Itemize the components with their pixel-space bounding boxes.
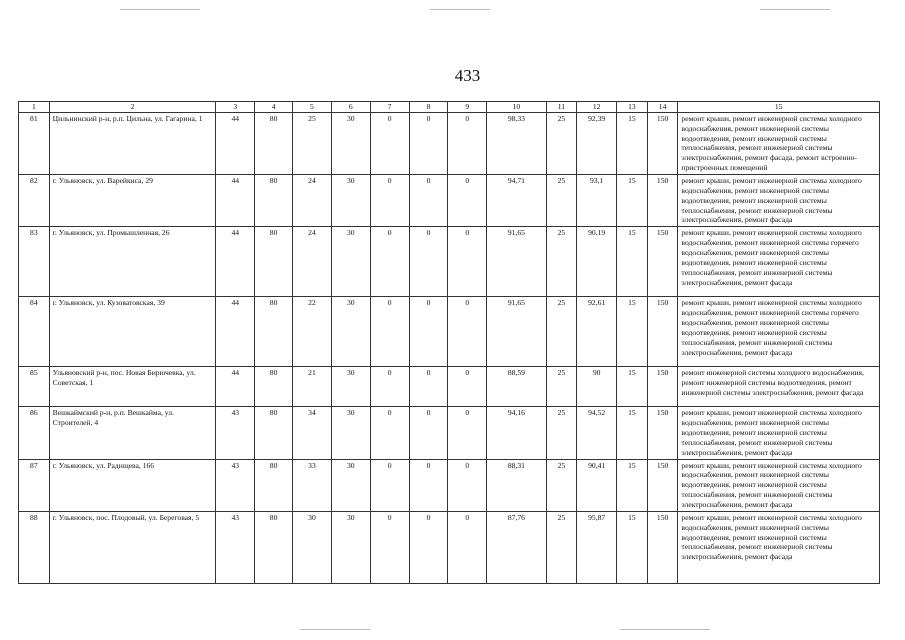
value-cell: 88,59: [487, 367, 546, 407]
value-cell: 92,61: [577, 297, 617, 367]
column-header: 11: [546, 102, 577, 113]
work-types-cell: ремонт инженерной системы холодного водоснабжения, ремонт инженерной системы водоотведения, ремонт инженерной системы электроснабжения, ремонт фасада: [678, 367, 880, 407]
value-cell: 30: [331, 112, 370, 174]
value-cell: 88,31: [487, 459, 546, 511]
page-number: 433: [454, 66, 481, 85]
row-number-cell: 86: [19, 407, 50, 459]
value-cell: 0: [370, 175, 409, 227]
column-header: 15: [678, 102, 880, 113]
value-cell: 0: [409, 227, 448, 297]
value-cell: 0: [370, 297, 409, 367]
table-row: [19, 407, 880, 459]
value-cell: 0: [409, 175, 448, 227]
column-header: 3: [216, 102, 255, 113]
column-header: 5: [293, 102, 332, 113]
value-cell: 80: [255, 367, 293, 407]
address-cell: Цильнинский р-н, р.п. Цильна, ул. Гагарина, 1: [49, 112, 216, 174]
value-cell: 33: [293, 459, 332, 511]
value-cell: 44: [216, 112, 255, 174]
value-cell: 90,19: [577, 227, 617, 297]
value-cell: 30: [331, 175, 370, 227]
value-cell: 30: [331, 367, 370, 407]
column-header: 8: [409, 102, 448, 113]
column-header: 12: [577, 102, 617, 113]
value-cell: 25: [546, 367, 577, 407]
row-number-cell: 84: [19, 297, 50, 367]
address-cell: г. Ульяновск, ул. Варейкиса, 29: [49, 175, 216, 227]
value-cell: 0: [409, 511, 448, 583]
value-cell: 43: [216, 511, 255, 583]
value-cell: 150: [647, 112, 678, 174]
address-cell: Вешкаймский р-н, р.п. Вешкайма, ул. Строителей, 4: [49, 407, 216, 459]
column-header: 10: [487, 102, 546, 113]
table-row: [19, 112, 880, 174]
value-cell: 30: [331, 459, 370, 511]
value-cell: 80: [255, 459, 293, 511]
scan-artifact: [300, 629, 370, 630]
address-cell: г. Ульяновск, ул. Кузоватовская, 39: [49, 297, 216, 367]
value-cell: 94,52: [577, 407, 617, 459]
value-cell: 93,1: [577, 175, 617, 227]
value-cell: 95,87: [577, 511, 617, 583]
value-cell: 150: [647, 175, 678, 227]
column-header: 4: [255, 102, 293, 113]
header-row: [19, 102, 880, 113]
value-cell: 34: [293, 407, 332, 459]
value-cell: 25: [293, 112, 332, 174]
value-cell: 0: [370, 227, 409, 297]
address-cell: г. Ульяновск, пос. Плодовый, ул. Береговая, 5: [49, 511, 216, 583]
work-types-cell: ремонт крыши, ремонт инженерной системы холодного водоснабжения, ремонт инженерной системы водоотведения, ремонт инженерной системы теплоснабжения, ремонт инженерной системы электроснабжения, ремонт фасада: [678, 407, 880, 459]
work-types-cell: ремонт крыши, ремонт инженерной системы холодного водоснабжения, ремонт инженерной системы водоотведения, ремонт инженерной системы теплоснабжения, ремонт инженерной системы электроснабжения, ремонт фасада: [678, 459, 880, 511]
value-cell: 44: [216, 175, 255, 227]
value-cell: 43: [216, 407, 255, 459]
value-cell: 80: [255, 227, 293, 297]
table-row: [19, 511, 880, 583]
value-cell: 24: [293, 175, 332, 227]
column-header: 2: [49, 102, 216, 113]
value-cell: 21: [293, 367, 332, 407]
value-cell: 91,65: [487, 297, 546, 367]
value-cell: 150: [647, 511, 678, 583]
row-number-cell: 85: [19, 367, 50, 407]
scan-artifact: [760, 9, 830, 10]
table-body: [19, 112, 880, 583]
value-cell: 0: [448, 367, 487, 407]
value-cell: 44: [216, 367, 255, 407]
value-cell: 80: [255, 407, 293, 459]
value-cell: 25: [546, 175, 577, 227]
table-row: [19, 175, 880, 227]
row-number-cell: 87: [19, 459, 50, 511]
value-cell: 0: [448, 407, 487, 459]
value-cell: 150: [647, 227, 678, 297]
value-cell: 150: [647, 297, 678, 367]
value-cell: 80: [255, 297, 293, 367]
column-header: 14: [647, 102, 678, 113]
work-types-cell: ремонт крыши, ремонт инженерной системы холодного водоснабжения, ремонт инженерной системы водоотведения, ремонт инженерной системы теплоснабжения, ремонт инженерной системы электроснабжения, ремонт фасада: [678, 175, 880, 227]
value-cell: 15: [617, 407, 648, 459]
value-cell: 15: [617, 175, 648, 227]
value-cell: 80: [255, 511, 293, 583]
work-types-cell: ремонт крыши, ремонт инженерной системы холодного водоснабжения, ремонт инженерной системы водоотведения, ремонт инженерной системы теплоснабжения, ремонт инженерной системы электроснабжения, ремонт фасада, ремонт встроенно-пристроенных помещений: [678, 112, 880, 174]
table-row: [19, 367, 880, 407]
value-cell: 80: [255, 112, 293, 174]
scan-artifact: [620, 629, 710, 630]
column-header: 7: [370, 102, 409, 113]
value-cell: 80: [255, 175, 293, 227]
value-cell: 0: [448, 112, 487, 174]
value-cell: 15: [617, 112, 648, 174]
value-cell: 150: [647, 367, 678, 407]
value-cell: 15: [617, 227, 648, 297]
value-cell: 90,41: [577, 459, 617, 511]
table-row: [19, 297, 880, 367]
value-cell: 0: [370, 112, 409, 174]
value-cell: 44: [216, 227, 255, 297]
value-cell: 0: [409, 297, 448, 367]
column-header: 1: [19, 102, 50, 113]
value-cell: 0: [448, 459, 487, 511]
table-row: [19, 459, 880, 511]
value-cell: 43: [216, 459, 255, 511]
value-cell: 44: [216, 297, 255, 367]
value-cell: 150: [647, 407, 678, 459]
value-cell: 91,65: [487, 227, 546, 297]
table-row: [19, 227, 880, 297]
value-cell: 0: [370, 511, 409, 583]
value-cell: 98,33: [487, 112, 546, 174]
address-cell: г. Ульяновск, ул. Промышленная, 26: [49, 227, 216, 297]
row-number-cell: 88: [19, 511, 50, 583]
value-cell: 25: [546, 407, 577, 459]
value-cell: 0: [370, 367, 409, 407]
value-cell: 87,76: [487, 511, 546, 583]
value-cell: 0: [409, 407, 448, 459]
value-cell: 15: [617, 367, 648, 407]
column-header: 6: [331, 102, 370, 113]
value-cell: 0: [409, 112, 448, 174]
value-cell: 25: [546, 297, 577, 367]
value-cell: 24: [293, 227, 332, 297]
value-cell: 92,39: [577, 112, 617, 174]
row-number-cell: 83: [19, 227, 50, 297]
scan-artifact: [430, 9, 490, 10]
value-cell: 94,71: [487, 175, 546, 227]
value-cell: 25: [546, 227, 577, 297]
value-cell: 150: [647, 459, 678, 511]
value-cell: 15: [617, 297, 648, 367]
row-number-cell: 81: [19, 112, 50, 174]
value-cell: 15: [617, 459, 648, 511]
value-cell: 30: [331, 511, 370, 583]
value-cell: 0: [448, 175, 487, 227]
value-cell: 25: [546, 459, 577, 511]
value-cell: 15: [617, 511, 648, 583]
value-cell: 0: [448, 227, 487, 297]
scan-artifact: [120, 9, 200, 10]
value-cell: 0: [370, 459, 409, 511]
value-cell: 30: [331, 227, 370, 297]
row-number-cell: 82: [19, 175, 50, 227]
value-cell: 0: [409, 367, 448, 407]
value-cell: 30: [331, 297, 370, 367]
work-types-cell: ремонт крыши, ремонт инженерной системы холодного водоснабжения, ремонт инженерной системы горячего водоснабжения, ремонт инженерной системы водоотведения, ремонт инженерной системы теплоснабжения, ремонт инженерной системы электроснабжения, ремонт фасада: [678, 297, 880, 367]
value-cell: 22: [293, 297, 332, 367]
value-cell: 0: [370, 407, 409, 459]
value-cell: 30: [331, 407, 370, 459]
column-header: 9: [448, 102, 487, 113]
work-types-cell: ремонт крыши, ремонт инженерной системы холодного водоснабжения, ремонт инженерной системы водоотведения, ремонт инженерной системы теплоснабжения, ремонт инженерной системы электроснабжения, ремонт фасада: [678, 511, 880, 583]
value-cell: 25: [546, 112, 577, 174]
value-cell: 0: [448, 297, 487, 367]
value-cell: 30: [293, 511, 332, 583]
repair-program-table: [18, 101, 880, 584]
column-header: 13: [617, 102, 648, 113]
value-cell: 0: [448, 511, 487, 583]
work-types-cell: ремонт крыши, ремонт инженерной системы холодного водоснабжения, ремонт инженерной системы горячего водоснабжения, ремонт инженерной системы водоотведения, ремонт инженерной системы теплоснабжения, ремонт инженерной системы электроснабжения, ремонт фасада: [678, 227, 880, 297]
value-cell: 94,16: [487, 407, 546, 459]
value-cell: 90: [577, 367, 617, 407]
address-cell: г. Ульяновск, ул. Радищева, 166: [49, 459, 216, 511]
address-cell: Ульяновский р-н, пос. Новая Бирючевка, ул. Советская, 1: [49, 367, 216, 407]
value-cell: 25: [546, 511, 577, 583]
value-cell: 0: [409, 459, 448, 511]
